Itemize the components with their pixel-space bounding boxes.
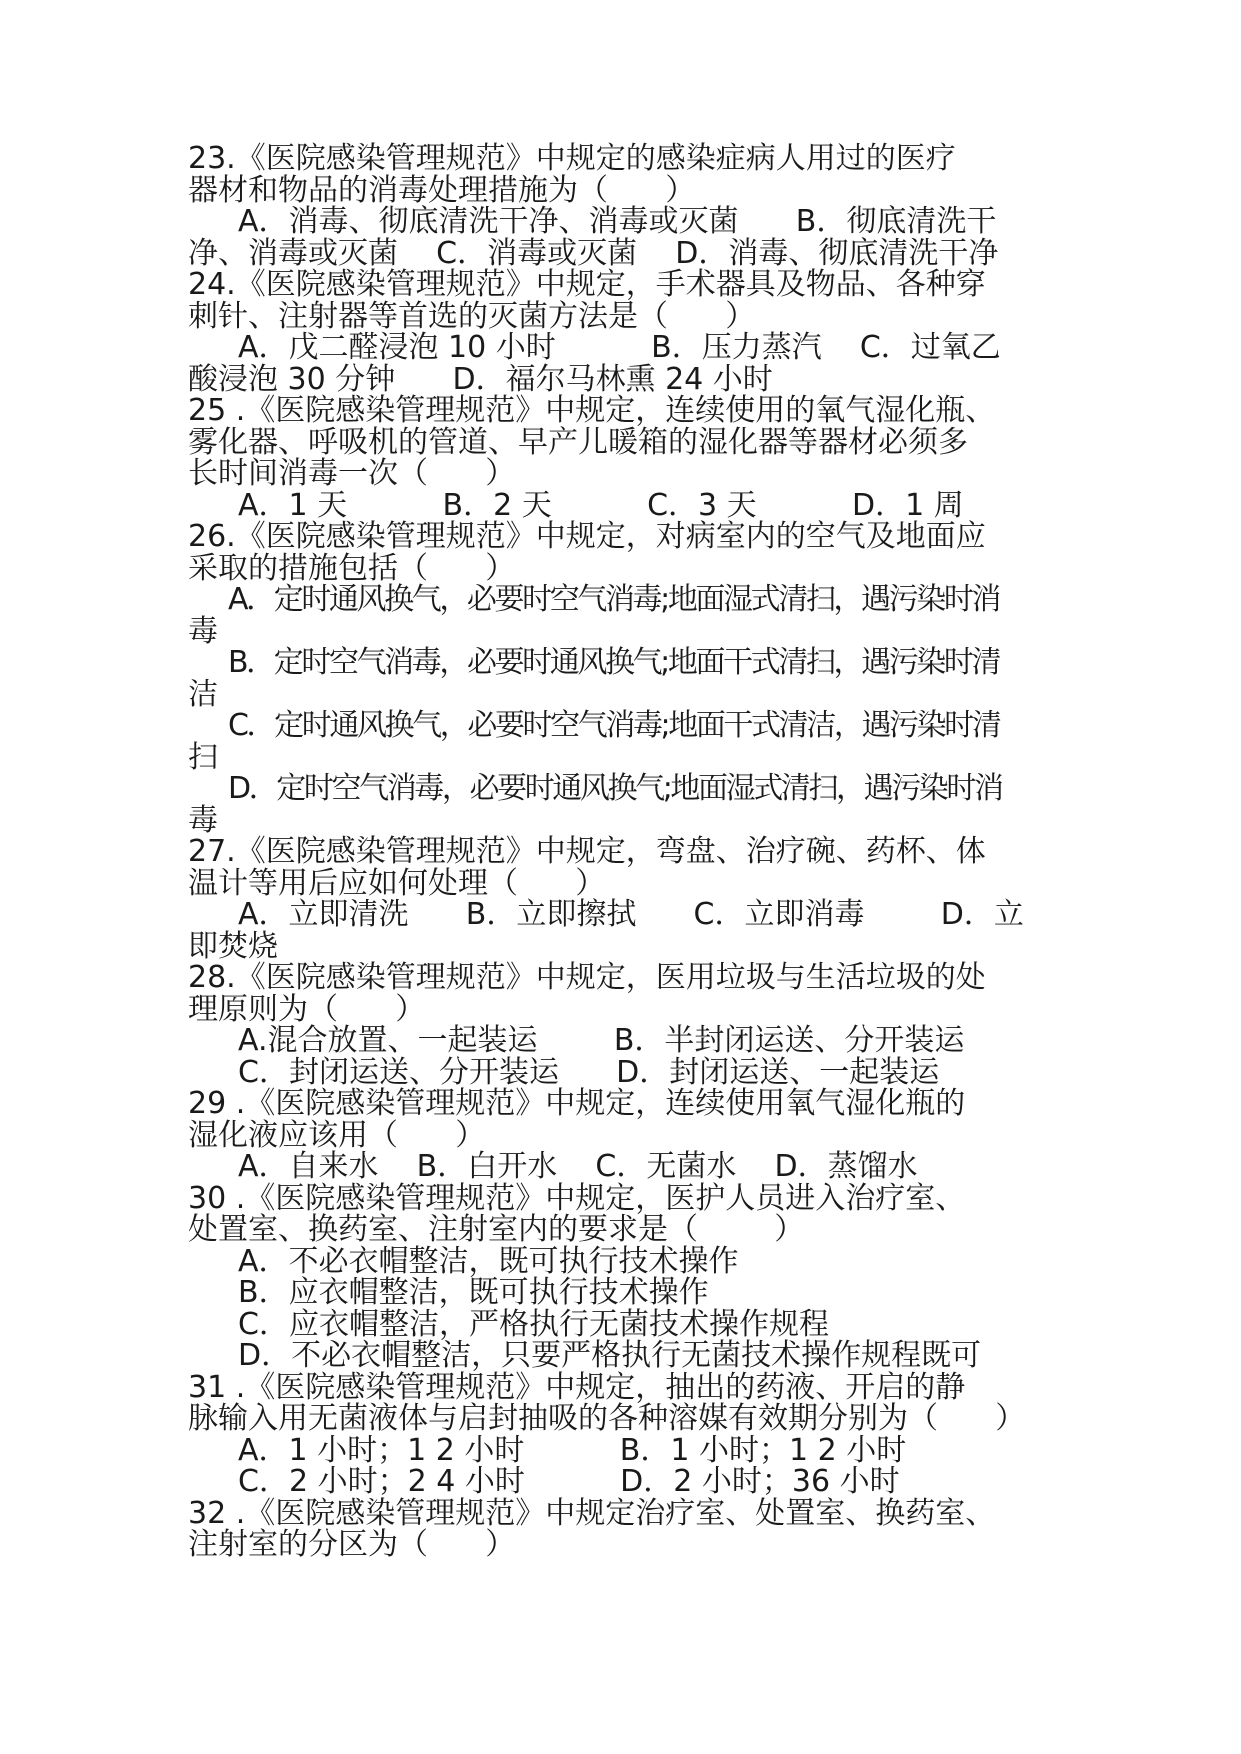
answer-option-line: B．定时空气消毒，必要时通风换气;地面干式清扫，遇污染时清 bbox=[228, 645, 1000, 680]
answer-option-line: A．自来水 B．白开水 C．无菌水 D．蒸馏水 bbox=[238, 1149, 918, 1184]
question-list bbox=[188, 143, 1088, 1561]
answer-option-line: C．应衣帽整洁，严格执行无菌技术操作规程 bbox=[238, 1306, 829, 1342]
question-block bbox=[188, 1369, 1088, 1499]
question-text-line: 28.《医院感染管理规范》中规定，医用垃圾与生活垃圾的处 bbox=[188, 960, 986, 995]
question-text-line: 温计等用后应如何处理（ ） bbox=[188, 865, 606, 901]
document-page bbox=[188, 143, 1088, 1561]
question-text-line: 雾化器、呼吸机的管道、早产儿暖箱的湿化器等器材必须多 bbox=[188, 424, 968, 460]
answer-option-line: B．应衣帽整洁，既可执行技术操作 bbox=[238, 1275, 709, 1310]
question-text-line: 29 .《医院感染管理规范》中规定，连续使用氧气湿化瓶的 bbox=[188, 1086, 966, 1121]
answer-option-line: D．不必衣帽整洁，只要严格执行无菌技术操作规程既可 bbox=[238, 1338, 982, 1373]
question-text-line: 净、消毒或灭菌 C．消毒或灭菌 D．消毒、彻底清洗干净 bbox=[188, 235, 999, 271]
answer-option-line: A．1 小时；1 2 小时 B．1 小时；1 2 小时 bbox=[238, 1432, 907, 1468]
question-text-line: 24.《医院感染管理规范》中规定，手术器具及物品、各种穿 bbox=[188, 267, 986, 302]
question-text-line: 25 .《医院感染管理规范》中规定，连续使用的氧气湿化瓶、 bbox=[188, 393, 996, 428]
question-text-line: 23.《医院感染管理规范》中规定的感染症病人用过的医疗 bbox=[188, 141, 956, 176]
question-text-line: 毒 bbox=[188, 802, 218, 838]
question-block bbox=[188, 521, 1088, 836]
question-text-line: 湿化液应该用（ ） bbox=[188, 1117, 486, 1153]
question-text-line: 器材和物品的消毒处理措施为（ ） bbox=[188, 172, 696, 208]
question-text-line: 32 .《医院感染管理规范》中规定治疗室、处置室、换药室、 bbox=[188, 1495, 996, 1531]
question-text-line: 处置室、换药室、注射室内的要求是（ ） bbox=[188, 1212, 805, 1247]
question-block bbox=[188, 143, 1088, 269]
answer-option-line: C．定时通风换气，必要时空气消毒;地面干式清洁，遇污染时清 bbox=[228, 708, 1000, 743]
question-text-line: 刺针、注射器等首选的灭菌方法是（ ） bbox=[188, 298, 756, 334]
question-text-line: 30 .《医院感染管理规范》中规定，医护人员进入治疗室、 bbox=[188, 1180, 966, 1216]
question-text-line: 26.《医院感染管理规范》中规定，对病室内的空气及地面应 bbox=[188, 519, 986, 554]
question-block bbox=[188, 395, 1088, 521]
question-text-line: 扫 bbox=[188, 739, 218, 775]
answer-option-line: D．定时空气消毒，必要时通风换气;地面湿式清扫，遇污染时消 bbox=[228, 771, 1002, 806]
question-text-line: 31 .《医院感染管理规范》中规定，抽出的药液、开启的静 bbox=[188, 1369, 966, 1405]
answer-option-line: C．2 小时；2 4 小时 D．2 小时；36 小时 bbox=[238, 1464, 900, 1499]
question-text-line: 理原则为（ ） bbox=[188, 991, 426, 1027]
answer-option-line: A．戊二醛浸泡 10 小时 B．压力蒸汽 C．过氧乙 bbox=[238, 330, 1001, 365]
answer-option-line: A．立即清洗 B．立即擦拭 C．立即消毒 D．立 bbox=[238, 897, 1024, 932]
question-text-line: 采取的措施包括（ ） bbox=[188, 550, 516, 586]
answer-option-line: A.混合放置、一起装运 B．半封闭运送、分开装运 bbox=[238, 1023, 965, 1058]
question-block bbox=[188, 836, 1088, 962]
answer-option-line: C．封闭运送、分开装运 D．封闭运送、一起装运 bbox=[238, 1054, 940, 1090]
question-text-line: 脉输入用无菌液体与启封抽吸的各种溶媒有效期分别为（ ） bbox=[188, 1401, 1026, 1436]
question-text-line: 注射室的分区为（ ） bbox=[188, 1527, 516, 1562]
answer-option-line: A．消毒、彻底清洗干净、消毒或灭菌 B．彻底清洗干 bbox=[238, 204, 997, 239]
question-text-line: 酸浸泡 30 分钟 D．福尔马林熏 24 小时 bbox=[188, 361, 773, 397]
question-block bbox=[188, 962, 1088, 1088]
answer-option-line: A．不必衣帽整洁，既可执行技术操作 bbox=[238, 1243, 739, 1279]
question-text-line: 毒 bbox=[188, 613, 218, 649]
question-block bbox=[188, 269, 1088, 395]
question-block bbox=[188, 1180, 1088, 1373]
question-text-line: 27.《医院感染管理规范》中规定，弯盘、治疗碗、药杯、体 bbox=[188, 834, 986, 869]
answer-option-line: A．定时通风换气，必要时空气消毒;地面湿式清扫，遇污染时消 bbox=[228, 582, 1000, 617]
question-block bbox=[188, 1088, 1088, 1183]
question-text-line: 洁 bbox=[188, 676, 218, 712]
question-block bbox=[188, 1495, 1088, 1562]
question-text-line: 即焚烧 bbox=[188, 928, 278, 964]
question-text-line: 长时间消毒一次（ ） bbox=[188, 456, 516, 491]
answer-option-line: A．1 天 B．2 天 C．3 天 D．1 周 bbox=[238, 487, 964, 523]
